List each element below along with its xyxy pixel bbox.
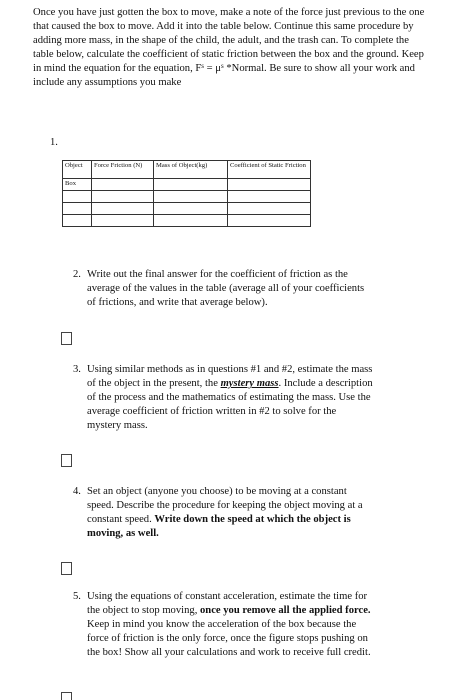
header-mass: Mass of Object(kg) — [154, 161, 228, 179]
question-5-bold: once you remove all the applied force. — [200, 605, 371, 617]
table-cell[interactable] — [63, 191, 92, 203]
table-cell: Box — [63, 179, 92, 191]
table-cell[interactable] — [228, 203, 311, 215]
question-4-text: Set an object (anyone you choose) to be moving at a constant speed. Describe the procedure for keeping the object moving at a constant speed. Write down the speed at which the object is moving, as well. — [87, 486, 363, 540]
question-1-number: 1. — [50, 137, 58, 148]
question-5-number: 5. — [73, 591, 81, 602]
table-cell[interactable] — [63, 203, 92, 215]
answer-box-4[interactable] — [61, 562, 72, 575]
header-coefficient: Coefficient of Static Friction — [228, 161, 311, 179]
table-header-row — [63, 161, 311, 179]
table-cell[interactable] — [154, 203, 228, 215]
question-4-number: 4. — [73, 486, 81, 497]
header-force: Force Friction (N) — [92, 161, 154, 179]
answer-box-2[interactable] — [61, 332, 72, 345]
table-cell[interactable] — [228, 179, 311, 191]
question-3 — [73, 363, 373, 433]
table-cell[interactable] — [228, 191, 311, 203]
table-cell[interactable] — [92, 191, 154, 203]
table-cell[interactable] — [154, 215, 228, 227]
table-cell[interactable] — [92, 203, 154, 215]
table-cell[interactable] — [228, 215, 311, 227]
question-5-text: Using the equations of constant acceleration, estimate the time for the object to stop moving, once you remove all the applied force. Keep in mind you know the acceleration of the box because the force of friction is the only force, once the figure stops pushing on the box! Show all your calculations and work to receive full credit. — [87, 591, 371, 659]
mystery-mass-emphasis: mystery mass — [220, 378, 279, 390]
table-row — [63, 215, 311, 227]
table-cell[interactable] — [154, 191, 228, 203]
intro-paragraph: Once you have just gotten the box to move, make a note of the force just previous to the one that caused the box to move. Add it into the table below. Continue this same procedure by adding more mass, in the shape of the child, the adult, and the trash can. To complete the table below, calculate the coefficient of static friction between the box and the ground. Keep in mind the equation for the equation, $F^s = \mu^s$ *Normal. Be sure to show all your work and include any assumptions you make — [33, 7, 425, 89]
table-row — [63, 179, 311, 191]
header-object: Object — [63, 161, 92, 179]
subscript-s: s — [220, 62, 224, 71]
question-3-number: 3. — [73, 364, 81, 375]
question-2 — [73, 268, 373, 310]
question-5 — [73, 590, 373, 660]
table-row — [63, 203, 311, 215]
friction-table — [62, 160, 311, 227]
table-cell[interactable] — [92, 215, 154, 227]
answer-box-3[interactable] — [61, 454, 72, 467]
question-3-text: Using similar methods as in questions #1 and #2, estimate the mass of the object in the present, the mystery mass. Include a description of the process and the mathematics of estimating the mass. Use the average coefficient of friction written in #2 to solve for the mystery mass. — [87, 364, 373, 432]
question-4-bold: Write down the speed at which the object is moving, as well. — [87, 514, 351, 540]
answer-box-5[interactable] — [61, 692, 72, 700]
table-cell[interactable] — [92, 179, 154, 191]
table-cell[interactable] — [63, 215, 92, 227]
table-row — [63, 191, 311, 203]
question-4 — [73, 485, 373, 541]
question-2-text: Write out the final answer for the coefficient of friction as the average of the values in the table (average all of your coefficients of frictions, and write that average below). — [87, 269, 365, 309]
table-cell[interactable] — [154, 179, 228, 191]
question-2-number: 2. — [73, 269, 81, 280]
subscript-s: s — [201, 62, 205, 71]
